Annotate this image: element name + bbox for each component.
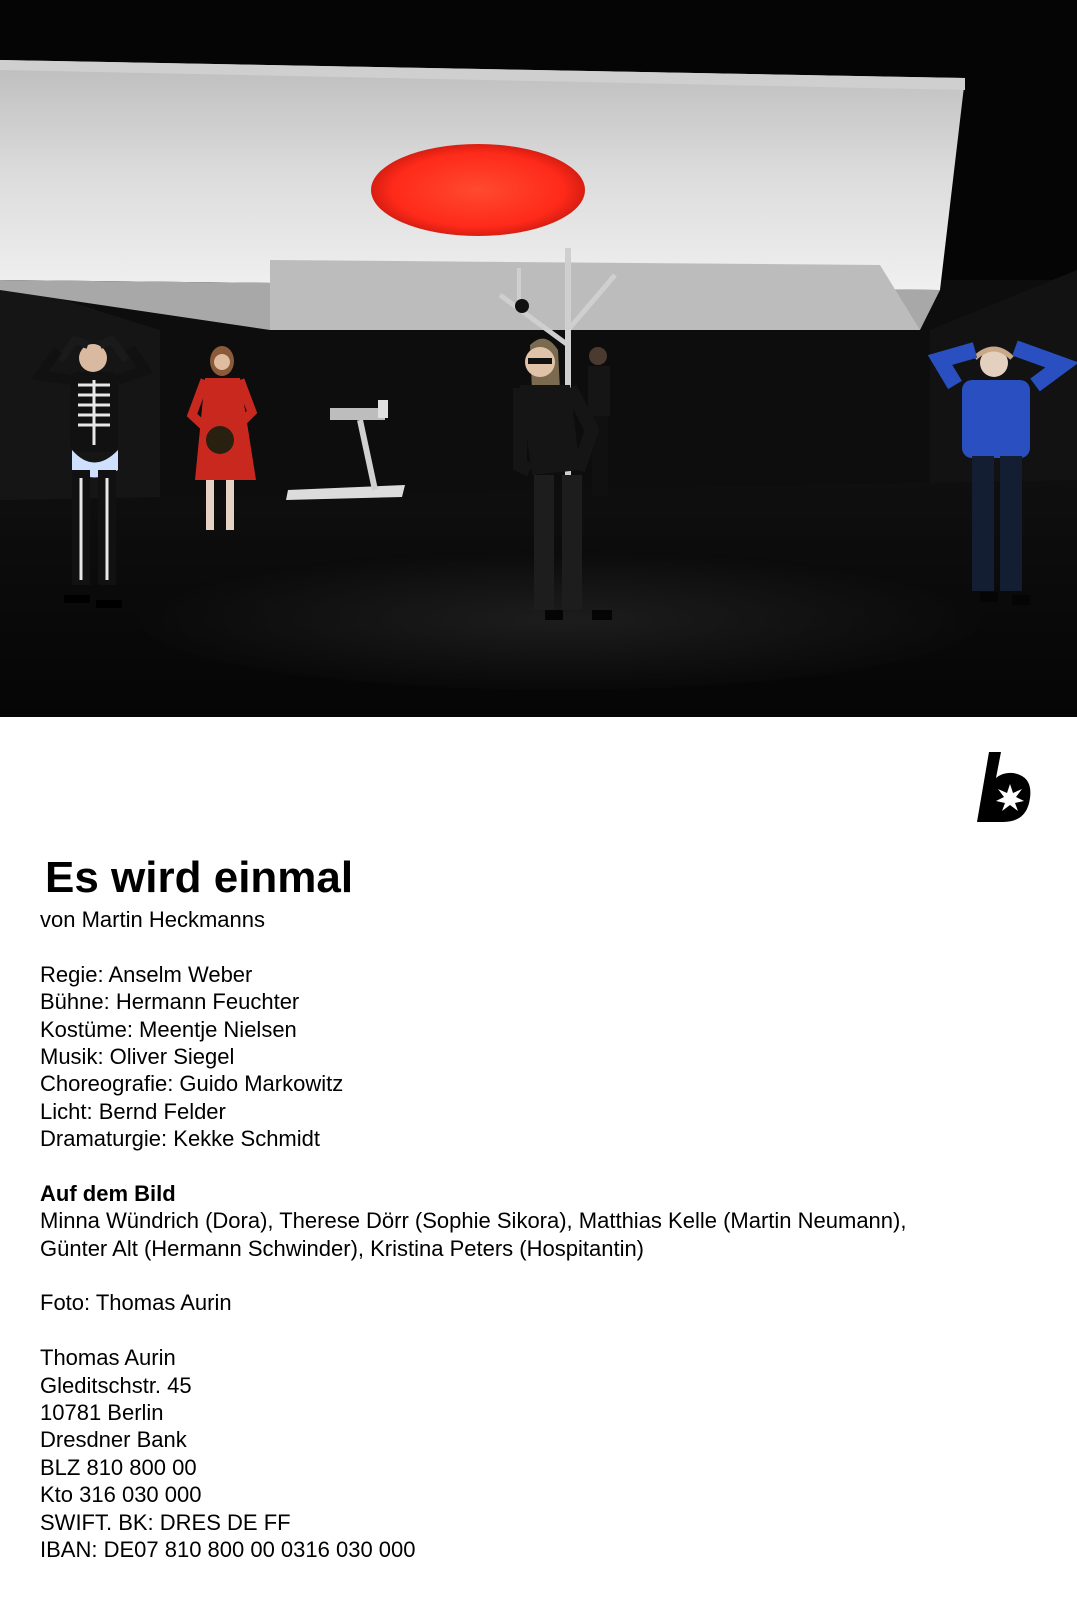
contact-iban: IBAN: DE07 810 800 00 0316 030 000 xyxy=(40,1536,416,1562)
contact-blz: BLZ 810 800 00 xyxy=(40,1454,197,1480)
play-title: Es wird einmal xyxy=(45,853,354,902)
photo-credit: Foto: Thomas Aurin xyxy=(40,1290,232,1316)
info-block xyxy=(40,906,1050,1563)
credits-list xyxy=(40,961,1050,1153)
author-line: von Martin Heckmanns xyxy=(40,907,265,932)
contact-name: Thomas Aurin xyxy=(40,1345,176,1371)
picture-cast-line-1: Minna Wündrich (Dora), Therese Dörr (Sophie Sikora), Matthias Kelle (Martin Neumann), xyxy=(40,1208,907,1234)
credit-regie: Regie: Anselm Weber xyxy=(40,961,253,987)
contact-swift: SWIFT. BK: DRES DE FF xyxy=(40,1509,291,1535)
credit-licht: Licht: Bernd Felder xyxy=(40,1098,226,1124)
picture-heading: Auf dem Bild xyxy=(40,1180,176,1206)
credit-buehne: Bühne: Hermann Feuchter xyxy=(40,989,300,1015)
stage-photo xyxy=(0,0,1077,717)
credit-musik: Musik: Oliver Siegel xyxy=(40,1043,235,1069)
credit-dramaturgie: Dramaturgie: Kekke Schmidt xyxy=(40,1126,320,1152)
picture-cast-line-2: Günter Alt (Hermann Schwinder), Kristina Peters (Hospitantin) xyxy=(40,1235,645,1261)
contact-kto: Kto 316 030 000 xyxy=(40,1482,202,1508)
contact-block xyxy=(40,1344,1050,1563)
logo xyxy=(975,750,1035,825)
credit-kostueme: Kostüme: Meentje Nielsen xyxy=(40,1016,297,1042)
credit-choreografie: Choreografie: Guido Markowitz xyxy=(40,1071,344,1097)
contact-street: Gleditschstr. 45 xyxy=(40,1372,192,1398)
contact-bank: Dresdner Bank xyxy=(40,1427,187,1453)
contact-city: 10781 Berlin xyxy=(40,1400,164,1426)
